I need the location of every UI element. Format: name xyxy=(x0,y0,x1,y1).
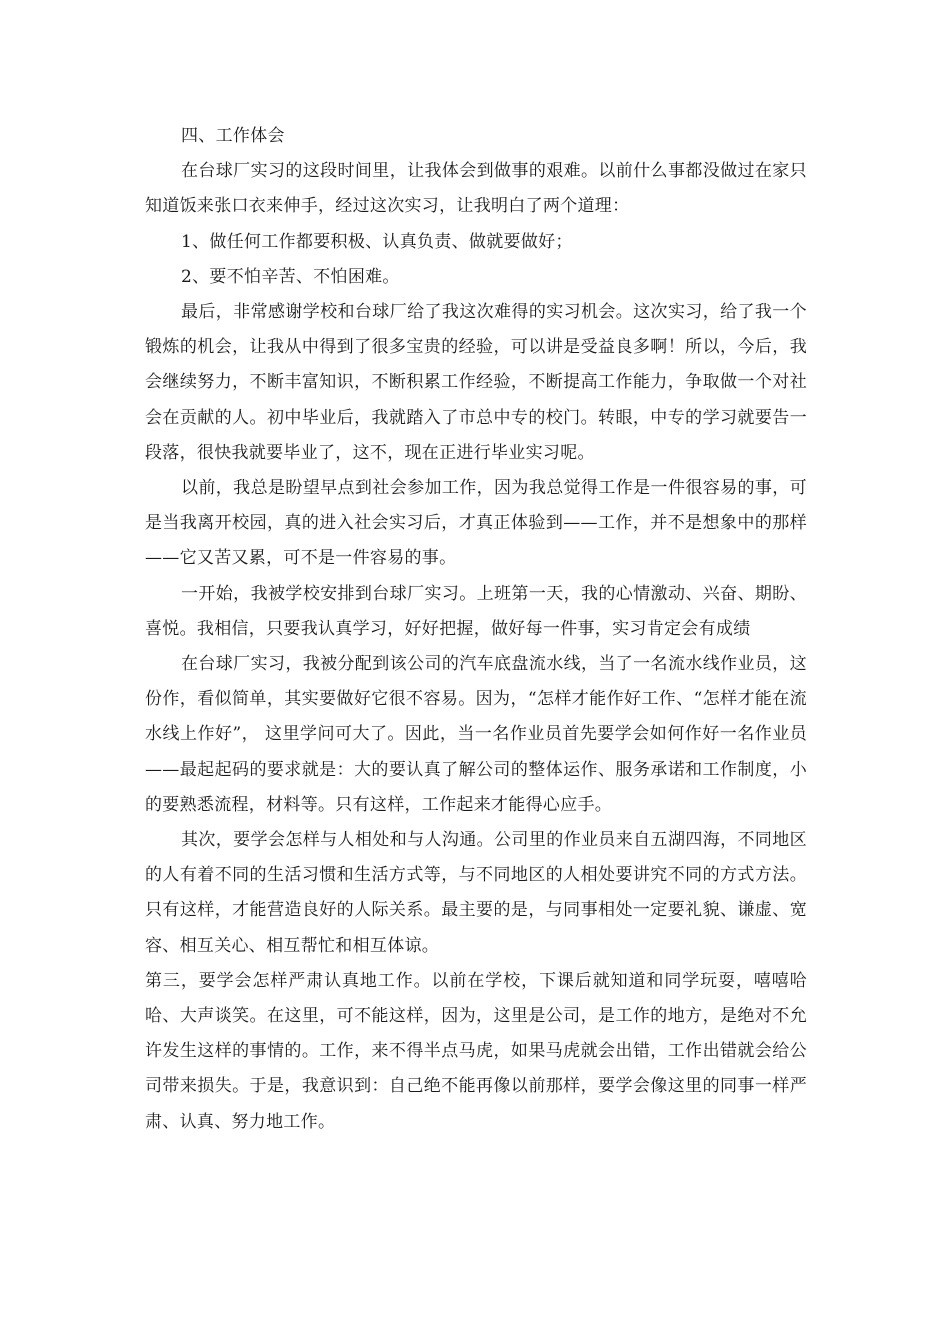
paragraph: 其次，要学会怎样与人相处和与人沟通。公司里的作业员来自五湖四海，不同地区的人有着不同的生活习惯和生活方式等，与不同地区的人相处要讲究不同的方式方法。只有这样，才能营造良好的人际关系。最主要的是，与同事相处一定要礼貌、谦虚、宽容、相互关心、相互帮忙和相互体谅。 xyxy=(145,830,807,956)
list-item: 1、做任何工作都要积极、认真负责、做就要做好； xyxy=(181,231,573,252)
document-body xyxy=(145,119,807,1140)
list-item: 2、要不怕辛苦、不怕困难。 xyxy=(181,266,400,287)
paragraph: 最后，非常感谢学校和台球厂给了我这次难得的实习机会。这次实习，给了我一个锻炼的机会，让我从中得到了很多宝贵的经验，可以讲是受益良多啊！所以，今后，我会继续努力，不断丰富知识，不断积累工作经验，不断提高工作能力，争取做一个对社会在贡献的人。初中毕业后，我就踏入了市总中专的校门。转眼，中专的学习就要告一段落，很快我就要毕业了，这不，现在正进行毕业实习呢。 xyxy=(145,302,807,463)
paragraph: 在台球厂实习，我被分配到该公司的汽车底盘流水线，当了一名流水线作业员，这份作，看似简单，其实要做好它很不容易。因为，“怎样才能作好工作、“怎样才能在流水线上作好”， 这里学问可大了。因此，当一名作业员首先要学会如何作好一名作业员——最起起码的要求就是：大的要认真了解公司的整体运作、服务承诺和工作制度，小的要熟悉流程，材料等。只有这样，工作起来才能得心应手。 xyxy=(145,654,807,815)
paragraph: 以前，我总是盼望早点到社会参加工作，因为我总觉得工作是一件很容易的事，可是当我离开校园，真的进入社会实习后，才真正体验到——工作，并不是想象中的那样——它又苦又累，可不是一件容易的事。 xyxy=(145,478,807,569)
section-heading: 四、工作体会 xyxy=(181,126,285,146)
paragraph: 第三，要学会怎样严肃认真地工作。以前在学校，下课后就知道和同学玩耍，嘻嘻哈哈、大声谈笑。在这里，可不能这样，因为，这里是公司，是工作的地方，是绝对不允许发生这样的事情的。工作，来不得半点马虎，如果马虎就会出错，工作出错就会给公司带来损失。于是，我意识到：自己绝不能再像以前那样，要学会像这里的同事一样严肃、认真、努力地工作。 xyxy=(145,970,807,1132)
paragraph: 一开始，我被学校安排到台球厂实习。上班第一天，我的心情激动、兴奋、期盼、喜悦。我相信，只要我认真学习，好好把握，做好每一件事，实习肯定会有成绩 xyxy=(145,583,807,639)
paragraph: 在台球厂实习的这段时间里，让我体会到做事的艰难。以前什么事都没做过在家只知道饭来张口衣来伸手，经过这次实习，让我明白了两个道理： xyxy=(145,161,807,217)
